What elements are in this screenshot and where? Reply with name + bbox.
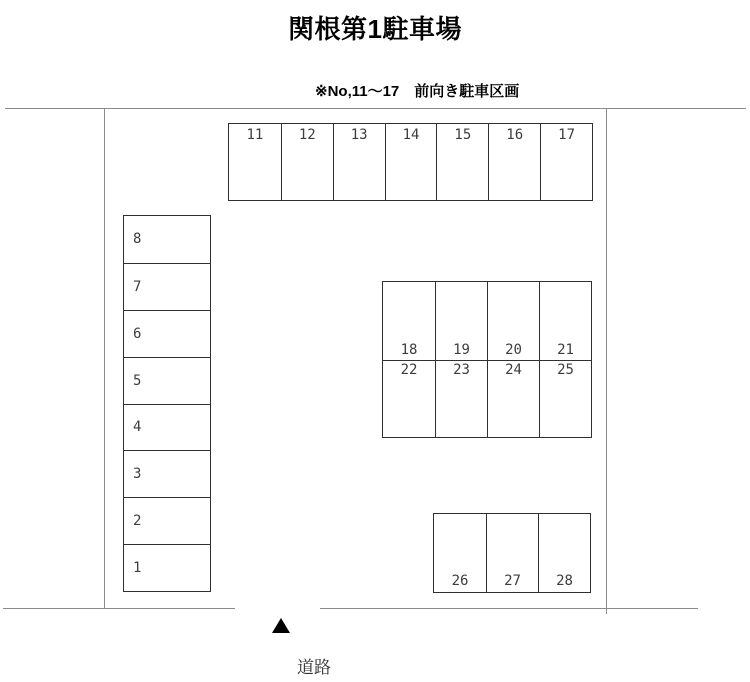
parking-block-top-row xyxy=(228,123,593,201)
parking-space-23 xyxy=(435,360,487,438)
space-number: 15 xyxy=(454,127,472,143)
lot-boundary-top xyxy=(5,108,746,109)
parking-space-2 xyxy=(124,497,210,544)
parking-block-left-column xyxy=(123,215,211,592)
parking-space-20 xyxy=(487,282,539,360)
parking-space-12 xyxy=(281,124,333,200)
space-number: 2 xyxy=(133,513,142,530)
parking-space-15 xyxy=(436,124,488,200)
parking-space-21 xyxy=(539,282,591,360)
space-number: 6 xyxy=(133,325,142,342)
parking-space-19 xyxy=(435,282,487,360)
space-number: 13 xyxy=(350,127,368,143)
road-label: 道路 xyxy=(297,658,331,677)
space-number: 25 xyxy=(557,361,574,378)
parking-space-11 xyxy=(229,124,281,200)
parking-block-middle xyxy=(382,281,592,438)
space-number: 21 xyxy=(557,341,574,358)
space-number: 24 xyxy=(505,361,522,378)
lot-boundary-right xyxy=(606,108,607,614)
parking-space-24 xyxy=(487,360,539,438)
parking-space-25 xyxy=(539,360,591,438)
space-number: 19 xyxy=(453,341,470,358)
space-number: 11 xyxy=(246,127,264,143)
parking-space-13 xyxy=(333,124,385,200)
space-number: 12 xyxy=(298,127,316,143)
parking-space-14 xyxy=(385,124,437,200)
parking-space-1 xyxy=(124,544,210,591)
space-number: 17 xyxy=(558,127,575,143)
space-number: 27 xyxy=(504,573,521,589)
parking-space-16 xyxy=(488,124,540,200)
space-number: 18 xyxy=(400,341,418,358)
entrance-arrow-icon xyxy=(272,618,290,633)
space-number: 28 xyxy=(556,573,573,589)
note-text: ※No,11〜17 前向き駐車区画 xyxy=(315,83,520,100)
space-number: 8 xyxy=(133,231,142,248)
parking-space-7 xyxy=(124,263,210,310)
parking-space-28 xyxy=(538,514,590,592)
space-number: 16 xyxy=(506,127,524,143)
space-number: 7 xyxy=(133,278,142,295)
lot-boundary-bottom-left xyxy=(3,608,235,609)
parking-space-8 xyxy=(124,216,210,263)
space-number: 23 xyxy=(453,361,470,378)
parking-space-5 xyxy=(124,357,210,404)
parking-space-3 xyxy=(124,450,210,497)
space-number: 1 xyxy=(133,560,142,577)
parking-space-26 xyxy=(434,514,486,592)
space-number: 20 xyxy=(505,341,522,358)
space-number: 4 xyxy=(133,419,142,436)
parking-block-bottom-row xyxy=(433,513,591,593)
parking-space-22 xyxy=(383,360,435,438)
page-title: 関根第1駐車場 xyxy=(288,14,462,44)
parking-space-4 xyxy=(124,404,210,451)
space-number: 22 xyxy=(400,361,418,378)
space-number: 26 xyxy=(451,573,469,589)
parking-space-27 xyxy=(486,514,538,592)
parking-space-18 xyxy=(383,282,435,360)
parking-space-17 xyxy=(540,124,592,200)
space-number: 14 xyxy=(402,127,420,143)
lot-boundary-left xyxy=(104,108,105,608)
space-number: 5 xyxy=(133,372,142,389)
lot-boundary-bottom-right xyxy=(320,608,698,609)
space-number: 3 xyxy=(133,466,142,483)
parking-space-6 xyxy=(124,310,210,357)
